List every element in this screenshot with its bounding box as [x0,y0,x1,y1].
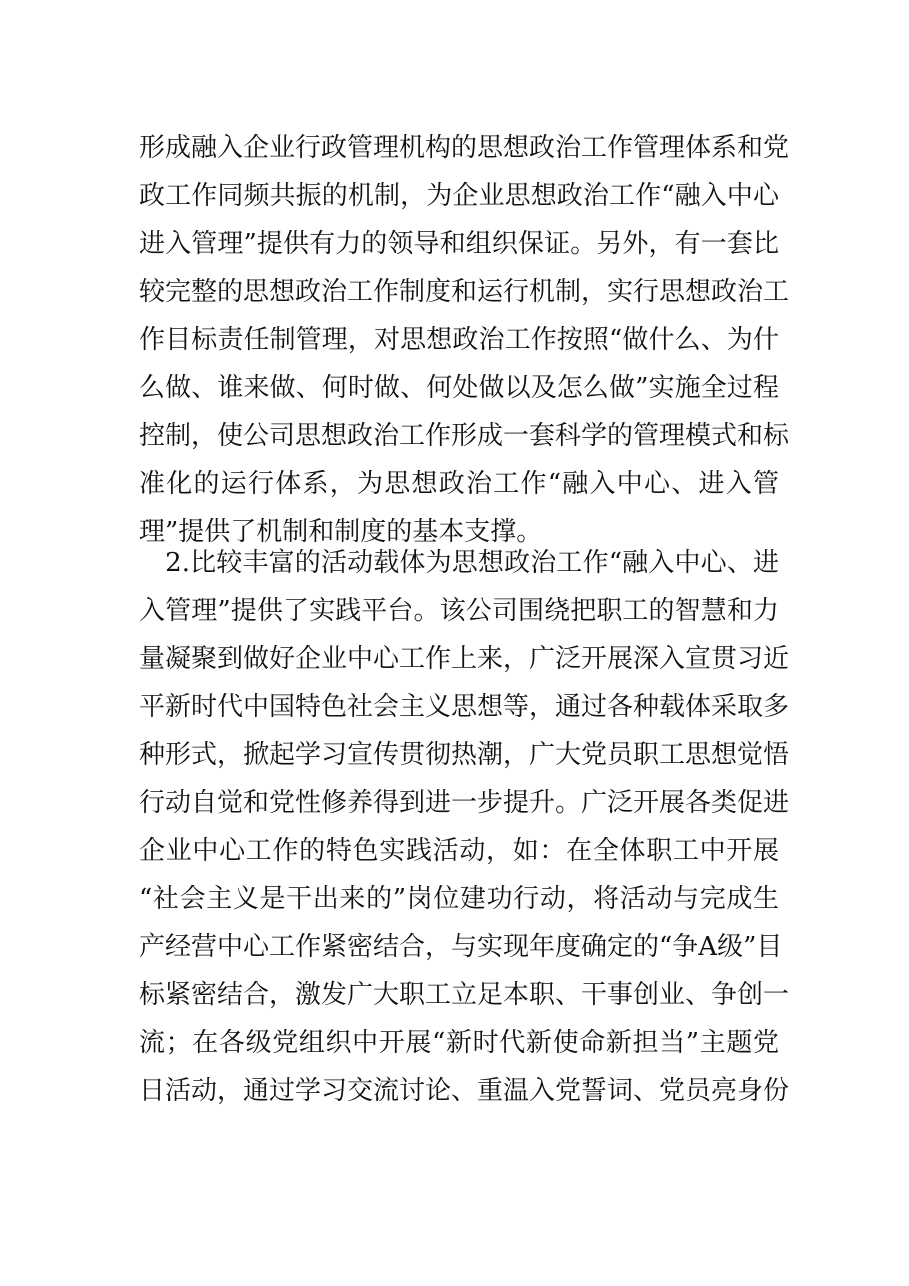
paragraph-1 [139,124,790,556]
text-line: 政工作同频共振的机制，为企业思想政治工作“融入中心 [139,181,779,211]
text-line: 进入管理”提供有力的领导和组织保证。另外，有一套比 [139,229,779,259]
paragraph-2 [139,539,790,1115]
text-line: 产经营中心工作紧密结合，与实现年度确定的“争A级”目 [139,932,783,962]
text-line: 么做、谁来做、何时做、何处做以及怎么做”实施全过程 [139,373,779,403]
text-line: 日活动，通过学习交流讨论、重温入党誓词、党员亮身份 [139,1076,790,1106]
text-line: 行动自觉和党性修养得到进一步提升。广泛开展各类促进 [139,788,790,818]
text-line: 较完整的思想政治工作制度和运行机制，实行思想政治工 [139,277,790,307]
text-line: 控制，使公司思想政治工作形成一套科学的管理模式和标 [139,421,790,451]
text-line: 企业中心工作的特色实践活动，如：在全体职工中开展 [139,836,779,866]
text-line: 准化的运行体系，为思想政治工作“融入中心、进入管 [139,469,779,499]
text-line: 标紧密结合，激发广大职工立足本职、干事创业、争创一 [139,980,790,1010]
text-line: 作目标责任制管理，对思想政治工作按照“做什么、为什 [139,325,779,355]
text-line: 种形式，掀起学习宣传贯彻热潮，广大党员职工思想觉悟 [139,740,790,770]
text-line: 2.比较丰富的活动载体为思想政治工作“融入中心、进 [139,548,779,578]
text-line: “社会主义是干出来的”岗位建功行动，将活动与完成生 [139,884,779,914]
text-line: 量凝聚到做好企业中心工作上来，广泛开展深入宣贯习近 [139,644,790,674]
text-line: 平新时代中国特色社会主义思想等，通过各种载体采取多 [139,692,790,722]
text-line: 流；在各级党组织中开展“新时代新使命新担当”主题党 [139,1028,779,1058]
text-line: 形成融入企业行政管理机构的思想政治工作管理体系和党 [139,133,790,163]
text-line: 入管理”提供了实践平台。该公司围绕把职工的智慧和力 [139,596,779,626]
text-line: 理”提供了机制和制度的基本支撑。 [139,517,543,547]
